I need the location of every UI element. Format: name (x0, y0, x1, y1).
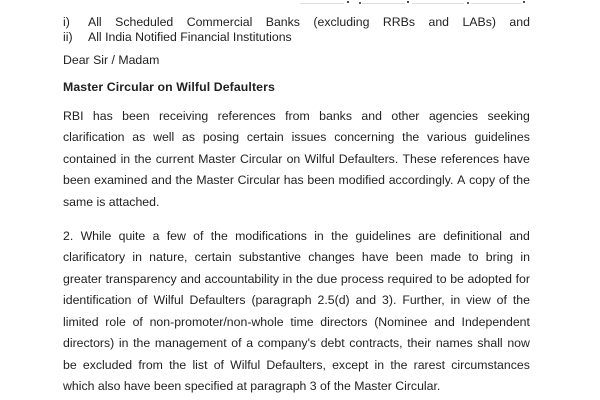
paragraph-line: clarification as well as posing certain issues concerning the various guidelines (63, 130, 530, 145)
paragraph (63, 106, 530, 213)
paragraph-line: be excluded from the list of Wilful Defaulters, except in the rarest circumstances (63, 357, 530, 372)
paragraph-line: greater transparency and accountability in the due process required to be adopted for (63, 271, 530, 286)
paragraph-line: same is attached. (63, 194, 160, 209)
addressee-marker: ii) (63, 30, 73, 44)
addressee-marker: i) (63, 15, 70, 29)
paragraph-line: contained in the current Master Circular on Wilful Defaulters. These references have (63, 151, 530, 166)
paragraph-line: clarificatory in nature, certain substantive changes have been made to bring in (63, 250, 530, 265)
paragraph-line: which also have been specified at paragraph 3 of the Master Circular. (63, 379, 441, 394)
paragraph (63, 226, 530, 398)
paragraph-line: identification of Wilful Defaulters (paragraph 2.5(d) and 3). Further, in view of the (63, 293, 530, 308)
addressee-line (63, 15, 530, 29)
addressee-line (63, 30, 530, 44)
paragraph-line: directors) in the management of a company's debt contracts, their names shall now (63, 336, 530, 351)
paragraph-line: limited role of non-promoter/non-whole time directors (Nominee and Independent (63, 314, 530, 329)
paragraph-line: been examined and the Master Circular has been modified accordingly. A copy of the (63, 173, 530, 188)
paragraph-line: 2. While quite a few of the modifications in the guidelines are definitional and (63, 229, 530, 243)
addressee-text: All Scheduled Commercial Banks (excluding RRBs and LABs) and (88, 15, 530, 29)
subject-heading: Master Circular on Wilful Defaulters (63, 80, 275, 94)
paragraph-line: RBI has been receiving references from banks and other agencies seeking (63, 109, 530, 123)
addressee-text: All India Notified Financial Institutions (88, 30, 292, 44)
salutation: Dear Sir / Madam (63, 53, 160, 67)
